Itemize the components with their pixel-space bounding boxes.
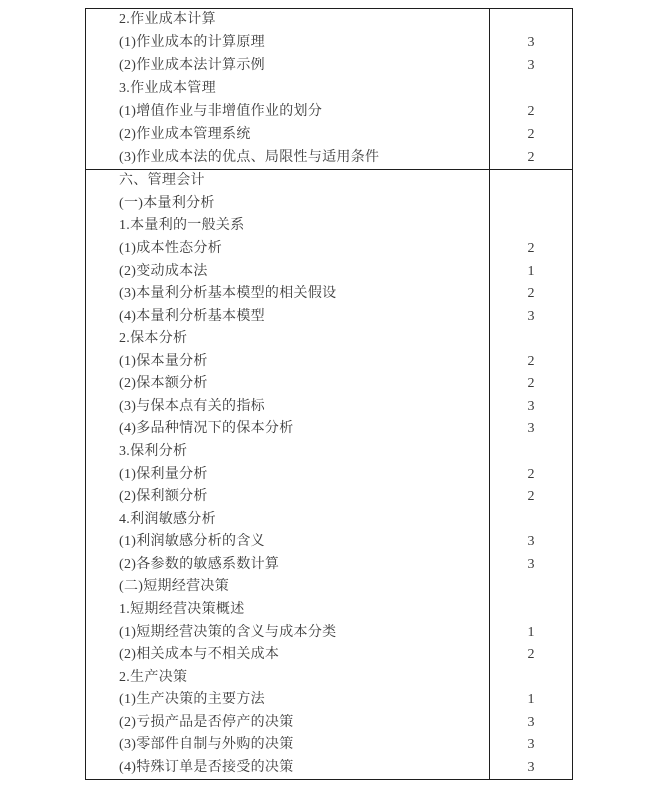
topic-cell: (2)各参数的敏感系数计算	[86, 554, 490, 577]
level-cell: 1	[527, 624, 535, 640]
level-cell: 2	[527, 286, 535, 302]
topic-cell: (2)亏损产品是否停产的决策	[86, 712, 490, 735]
level-cell: 1	[527, 692, 535, 708]
topic-cell: (3)作业成本法的优点、局限性与适用条件	[86, 146, 490, 169]
level-cell: 2	[527, 376, 535, 392]
topic-cell: (3)零部件自制与外购的决策	[86, 734, 490, 757]
level-cell	[490, 599, 572, 622]
topic-cell: 3.作业成本管理	[86, 78, 490, 101]
topic-cell: (2)变动成本法	[86, 260, 490, 283]
topic-cell: (4)本量利分析基本模型	[86, 305, 490, 328]
level-cell	[490, 328, 572, 351]
topic-cell: 六、管理会计	[86, 170, 490, 193]
table-row	[86, 328, 572, 351]
table-row	[86, 193, 572, 216]
table-row	[86, 215, 572, 238]
syllabus-table	[85, 8, 573, 780]
table-row	[86, 554, 572, 577]
table-row	[86, 666, 572, 689]
topic-cell: (1)作业成本的计算原理	[86, 32, 490, 55]
table-row	[86, 238, 572, 261]
topic-cell: (4)特殊订单是否接受的决策	[86, 757, 490, 780]
table-row	[86, 283, 572, 306]
table-row	[86, 576, 572, 599]
topic-cell: (二)短期经营决策	[86, 576, 490, 599]
level-cell	[490, 441, 572, 464]
topic-cell: (1)成本性态分析	[86, 238, 490, 261]
table-row	[86, 55, 572, 78]
topic-cell: 4.利润敏感分析	[86, 508, 490, 531]
topic-cell: (2)保利额分析	[86, 486, 490, 509]
table-row	[86, 734, 572, 757]
topic-cell: 3.保利分析	[86, 441, 490, 464]
level-cell: 3	[527, 35, 535, 51]
table-row	[86, 508, 572, 531]
topic-cell: 1.本量利的一般关系	[86, 215, 490, 238]
table-row	[86, 100, 572, 123]
topic-cell: (2)保本额分析	[86, 373, 490, 396]
level-cell: 3	[527, 534, 535, 550]
table-row	[86, 599, 572, 622]
topic-cell: (1)利润敏感分析的含义	[86, 531, 490, 554]
topic-cell: (2)作业成本管理系统	[86, 123, 490, 146]
table-row	[86, 441, 572, 464]
topic-cell: 2.生产决策	[86, 666, 490, 689]
topic-cell: 1.短期经营决策概述	[86, 599, 490, 622]
table-row	[86, 260, 572, 283]
topic-cell: (1)短期经营决策的含义与成本分类	[86, 621, 490, 644]
table-row	[86, 78, 572, 101]
topic-cell: (4)多品种情况下的保本分析	[86, 418, 490, 441]
table-row	[86, 689, 572, 712]
topic-cell: 2.作业成本计算	[86, 9, 490, 32]
level-cell: 1	[527, 263, 535, 279]
table-row	[86, 418, 572, 441]
topic-cell: (1)增值作业与非增值作业的划分	[86, 100, 490, 123]
table-row	[86, 146, 572, 169]
topic-cell: (3)本量利分析基本模型的相关假设	[86, 283, 490, 306]
table-row	[86, 531, 572, 554]
level-cell: 3	[527, 398, 535, 414]
table-row	[86, 305, 572, 328]
table-section-management-accounting	[86, 169, 572, 779]
table-row	[86, 463, 572, 486]
table-row	[86, 9, 572, 32]
topic-cell: (1)保利量分析	[86, 463, 490, 486]
table-section-costing	[86, 9, 572, 169]
level-cell: 2	[527, 240, 535, 256]
table-row	[86, 351, 572, 374]
level-cell: 2	[527, 149, 535, 165]
topic-cell: (2)作业成本法计算示例	[86, 55, 490, 78]
table-row	[86, 712, 572, 735]
table-row	[86, 373, 572, 396]
level-cell: 3	[527, 58, 535, 74]
level-cell	[490, 508, 572, 531]
level-cell: 3	[527, 714, 535, 730]
table-row	[86, 486, 572, 509]
level-cell: 3	[527, 556, 535, 572]
level-cell: 2	[527, 647, 535, 663]
level-cell: 2	[527, 489, 535, 505]
level-cell	[490, 215, 572, 238]
table-row	[86, 621, 572, 644]
table-row	[86, 757, 572, 780]
level-cell: 2	[527, 103, 535, 119]
topic-cell: (3)与保本点有关的指标	[86, 396, 490, 419]
level-cell	[490, 9, 572, 32]
table-row	[86, 170, 572, 193]
level-cell: 2	[527, 466, 535, 482]
level-cell	[490, 193, 572, 216]
level-cell	[490, 576, 572, 599]
topic-cell: (1)生产决策的主要方法	[86, 689, 490, 712]
level-cell: 3	[527, 759, 535, 775]
level-cell: 3	[527, 737, 535, 753]
level-cell	[490, 666, 572, 689]
table-row	[86, 396, 572, 419]
level-cell: 3	[527, 308, 535, 324]
topic-cell: (一)本量利分析	[86, 193, 490, 216]
level-cell	[490, 78, 572, 101]
level-cell: 2	[527, 126, 535, 142]
level-cell: 3	[527, 421, 535, 437]
table-row	[86, 32, 572, 55]
table-row	[86, 123, 572, 146]
table-row	[86, 644, 572, 667]
topic-cell: (2)相关成本与不相关成本	[86, 644, 490, 667]
topic-cell: (1)保本量分析	[86, 351, 490, 374]
level-cell: 2	[527, 353, 535, 369]
level-cell	[490, 170, 572, 193]
topic-cell: 2.保本分析	[86, 328, 490, 351]
